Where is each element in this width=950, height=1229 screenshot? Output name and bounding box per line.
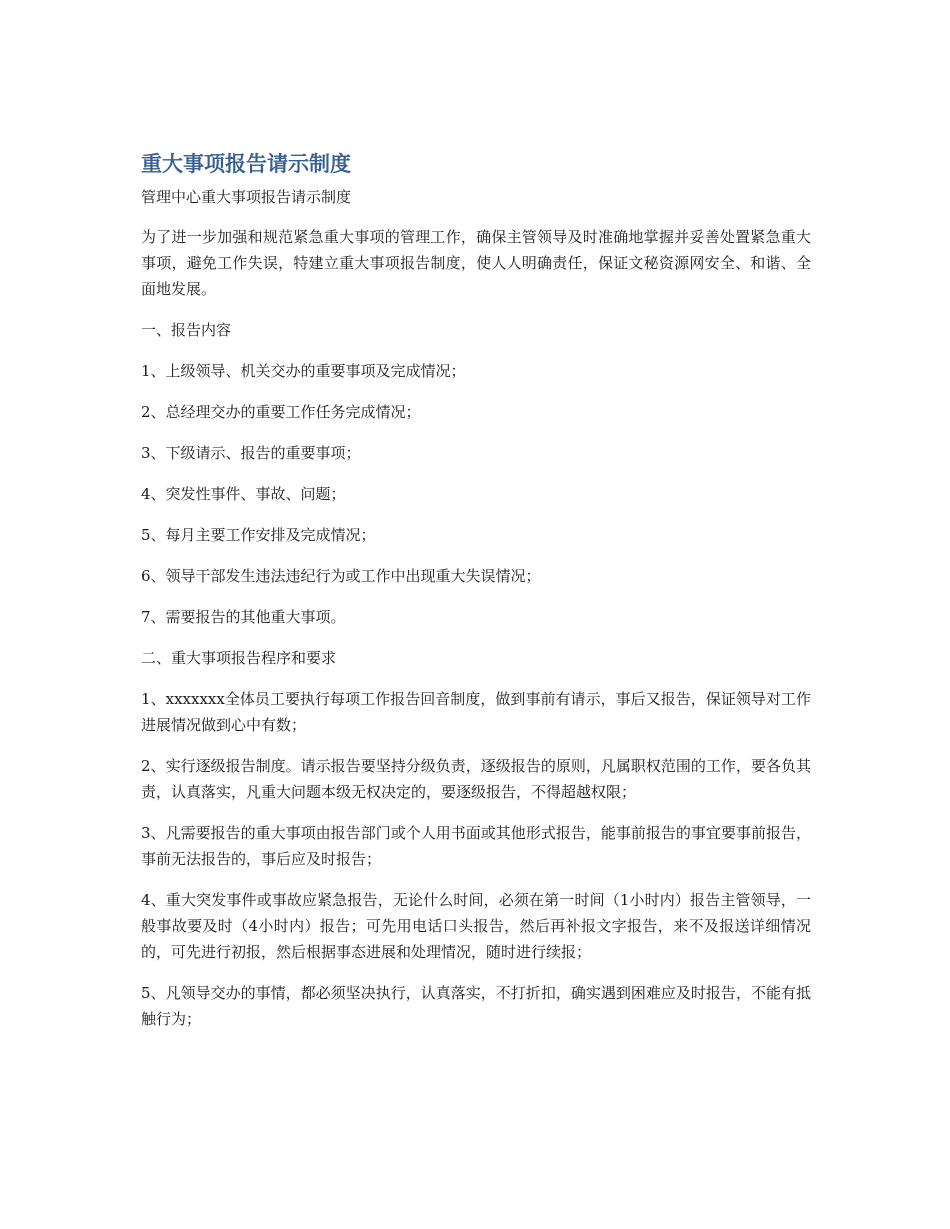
list-item: 3、下级请示、报告的重要事项；	[141, 444, 361, 462]
document-page	[141, 148, 811, 1032]
list-item: 5、每月主要工作安排及完成情况；	[141, 526, 376, 544]
list-item: 6、领导干部发生违法违纪行为或工作中出现重大失误情况；	[141, 567, 541, 585]
section-heading-report-content: 一、报告内容	[141, 321, 232, 339]
list-item: 2、实行逐级报告制度。请示报告要坚持分级负责，逐级报告的原则，凡属职权范围的工作，要各负其责，认真落实，凡重大问题本级无权决定的，要逐级报告，不得超越权限；	[141, 757, 811, 801]
list-item: 2、总经理交办的重要工作任务完成情况；	[141, 403, 421, 421]
list-item: 4、重大突发事件或事故应紧急报告，无论什么时间，必须在第一时间（1小时内）报告主管领导，一般事故要及时（4小时内）报告；可先用电话口头报告，然后再补报文字报告，来不及报送详细情况的，可先进行初报，然后根据事态进展和处理情况，随时进行续报；	[141, 891, 811, 961]
intro-paragraph: 为了进一步加强和规范紧急重大事项的管理工作，确保主管领导及时准确地掌握并妥善处置紧急重大事项，避免工作失误，特建立重大事项报告制度，使人人明确责任，保证文秘资源网安全、和谐、全面地发展。	[141, 228, 811, 298]
list-item: 1、xxxxxxx全体员工要执行每项工作报告回音制度，做到事前有请示，事后又报告，保证领导对工作进展情况做到心中有数；	[141, 690, 811, 734]
list-item: 3、凡需要报告的重大事项由报告部门或个人用书面或其他形式报告，能事前报告的事宜要事前报告，事前无法报告的，事后应及时报告；	[141, 824, 811, 868]
list-item: 4、突发性事件、事故、问题；	[141, 485, 346, 503]
document-title: 重大事项报告请示制度	[141, 152, 351, 176]
list-item: 7、需要报告的其他重大事项。	[141, 608, 346, 626]
list-item: 1、上级领导、机关交办的重要事项及完成情况；	[141, 362, 466, 380]
document-subtitle: 管理中心重大事项报告请示制度	[141, 188, 352, 206]
section-heading-procedure: 二、重大事项报告程序和要求	[141, 649, 337, 667]
list-item: 5、凡领导交办的事情，都必须坚决执行，认真落实，不打折扣，确实遇到困难应及时报告，不能有抵触行为；	[141, 984, 811, 1028]
